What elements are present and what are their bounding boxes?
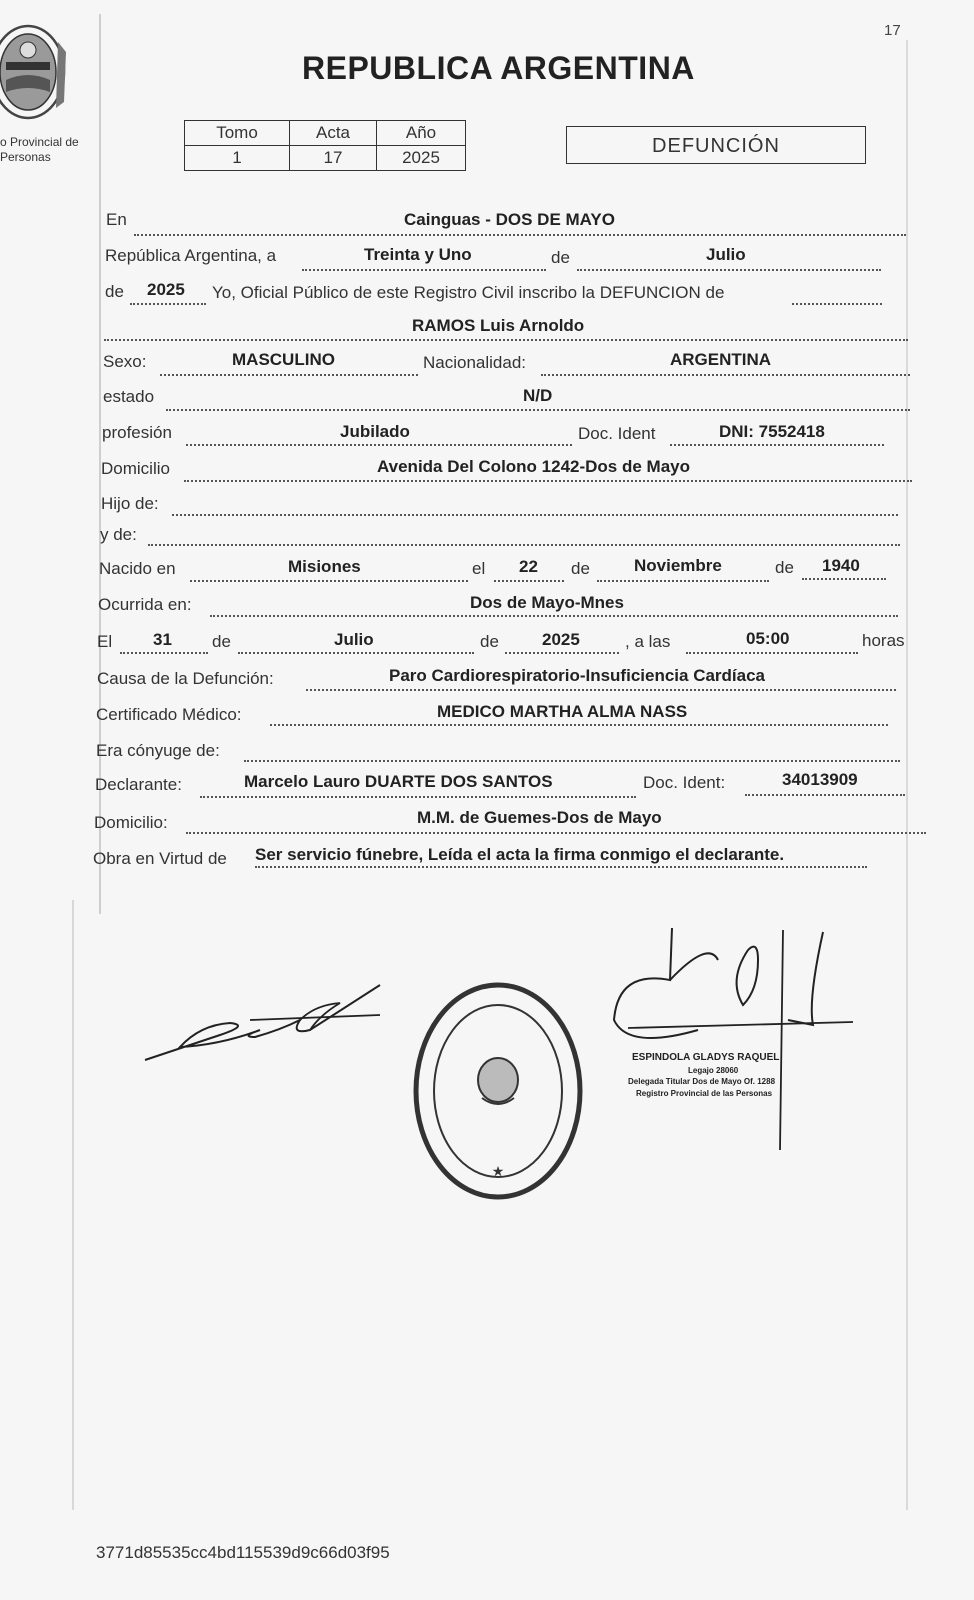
value-lugar: Cainguas - DOS DE MAYO: [404, 210, 615, 229]
header-anio: Año: [377, 121, 466, 146]
value-hora: 05:00: [746, 629, 790, 648]
dotted-line: [172, 514, 898, 516]
value-mes: Julio: [706, 245, 746, 264]
dotted-line: [802, 578, 886, 580]
dotted-line: [686, 652, 858, 654]
label-declarante: Declarante:: [95, 775, 182, 794]
value-nacido-en: Misiones: [288, 557, 361, 576]
dotted-line: [302, 269, 546, 271]
label-y-de: y de:: [100, 525, 137, 544]
dotted-line: [270, 724, 888, 726]
label-domicilio-declarante: Domicilio:: [94, 813, 168, 832]
label-en: En: [106, 210, 127, 229]
dotted-line: [670, 444, 884, 446]
value-ocurrida-en: Dos de Mayo-Mnes: [470, 593, 624, 612]
label-certificado: Certificado Médico:: [96, 705, 242, 724]
label-horas: horas: [862, 631, 905, 650]
value-obra-en-virtud: Ser servicio fúnebre, Leída el acta la firma conmigo el declarante.: [255, 845, 785, 864]
dotted-line: [104, 339, 908, 341]
value-domicilio: Avenida Del Colono 1242-Dos de Mayo: [377, 457, 690, 476]
dotted-line: [190, 580, 468, 582]
value-def-dia: 31: [153, 630, 172, 649]
label-estado: estado: [103, 387, 155, 406]
value-def-mes: Julio: [334, 630, 374, 649]
value-certificado: MEDICO MARTHA ALMA NASS: [437, 702, 688, 721]
dotted-line: [577, 269, 881, 271]
value-estado: N/D: [523, 386, 553, 405]
label-de: de: [480, 632, 499, 651]
dotted-line: [160, 374, 418, 376]
label-hijo-de: Hijo de:: [101, 494, 159, 513]
dotted-line: [244, 760, 900, 762]
value-anio: 2025: [377, 146, 466, 171]
official-organismo: Registro Provincial de las Personas: [636, 1089, 773, 1098]
value-declarante-doc: 34013909: [782, 770, 858, 789]
right-page-margin-line: [906, 40, 908, 1510]
dotted-line: [306, 689, 896, 691]
label-yo-oficial: Yo, Oficial Público de este Registro Civil inscribo la DEFUNCION de: [212, 283, 725, 302]
value-tomo: 1: [185, 146, 290, 171]
dotted-line: [200, 796, 636, 798]
label-doc-ident-colon: Doc. Ident:: [643, 773, 726, 792]
label-nacido-en: Nacido en: [99, 559, 176, 578]
header-acta: Acta: [290, 121, 377, 146]
label-de: de: [571, 559, 590, 578]
dotted-line: [134, 234, 906, 236]
official-legajo: Legajo 28060: [688, 1066, 739, 1075]
page-number: 17: [884, 22, 901, 39]
label-de: de: [105, 282, 124, 301]
dotted-line: [148, 544, 900, 546]
document-title: REPUBLICA ARGENTINA: [302, 50, 695, 86]
label-republica: República Argentina, a: [105, 246, 277, 265]
label-domicilio: Domicilio: [101, 459, 170, 478]
value-def-anio: 2025: [542, 630, 580, 649]
value-nacionalidad: ARGENTINA: [670, 350, 772, 369]
svg-text:★: ★: [491, 1164, 505, 1180]
dotted-line: [130, 303, 206, 305]
issuing-office-label: o Provincial de Personas: [0, 135, 79, 164]
value-declarante-domicilio: M.M. de Guemes-Dos de Mayo: [417, 808, 662, 827]
dotted-line: [745, 794, 905, 796]
label-ocurrida-en: Ocurrida en:: [98, 595, 192, 614]
dotted-line: [541, 374, 910, 376]
official-cargo: Delegada Titular Dos de Mayo Of. 1288: [628, 1077, 776, 1086]
dotted-line: [597, 580, 769, 582]
label-a-las: , a las: [625, 632, 671, 651]
label-de: de: [775, 558, 794, 577]
value-nac-mes: Noviembre: [634, 556, 722, 575]
dotted-line: [255, 866, 867, 868]
label-sexo: Sexo:: [103, 352, 147, 371]
left-page-margin-line-lower: [72, 900, 74, 1510]
record-type-box: DEFUNCIÓN: [566, 126, 866, 164]
declarant-signature: [140, 975, 390, 1070]
label-obra-en-virtud: Obra en Virtud de: [93, 849, 227, 868]
dotted-line: [186, 832, 926, 834]
label-nacionalidad: Nacionalidad:: [423, 353, 527, 372]
dotted-line: [186, 444, 572, 446]
dotted-line: [792, 303, 882, 305]
label-profesion: profesión: [102, 423, 172, 442]
dotted-line: [505, 652, 619, 654]
value-dia-letras: Treinta y Uno: [364, 245, 472, 264]
value-anio: 2025: [147, 280, 185, 299]
dotted-line: [166, 409, 910, 411]
value-nac-anio: 1940: [822, 556, 860, 575]
value-sexo: MASCULINO: [232, 350, 335, 369]
label-de: de: [212, 632, 231, 651]
value-causa: Paro Cardiorespiratorio-Insuficiencia Cardíaca: [389, 666, 766, 685]
label-de: de: [551, 248, 570, 267]
label-conyuge: Era cónyuge de:: [96, 741, 220, 760]
value-profesion: Jubilado: [340, 422, 410, 441]
official-name: ESPINDOLA GLADYS RAQUEL: [632, 1052, 780, 1063]
value-doc-ident: DNI: 7552418: [719, 422, 825, 441]
dotted-line: [238, 652, 474, 654]
label-causa: Causa de la Defunción:: [97, 669, 274, 688]
dotted-line: [120, 652, 208, 654]
official-signature: [608, 920, 858, 1160]
label-el: el: [472, 559, 486, 578]
label-doc-ident: Doc. Ident: [578, 424, 656, 443]
provincial-crest-logo: [0, 22, 72, 122]
document-hash: 3771d85535cc4bd115539d9c66d03f95: [96, 1543, 390, 1562]
register-table: [184, 120, 466, 171]
registry-seal: [412, 980, 584, 1202]
value-declarante: Marcelo Lauro DUARTE DOS SANTOS: [244, 772, 553, 791]
dotted-line: [210, 615, 898, 617]
value-nombre: RAMOS Luis Arnoldo: [412, 316, 585, 335]
label-el-cap: El: [97, 632, 113, 651]
header-tomo: Tomo: [185, 121, 290, 146]
value-nac-dia: 22: [519, 557, 538, 576]
value-acta: 17: [290, 146, 377, 171]
dotted-line: [184, 480, 912, 482]
dotted-line: [494, 580, 564, 582]
